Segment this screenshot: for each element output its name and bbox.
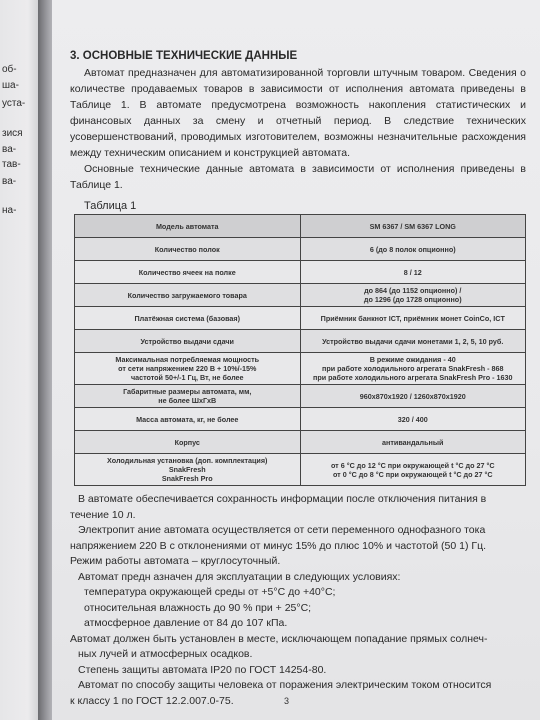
prev-page-fragment: тав- bbox=[2, 159, 21, 170]
spec-table-row bbox=[75, 330, 526, 353]
spec-value-cell: антивандальный bbox=[300, 431, 526, 454]
spec-table-row bbox=[75, 238, 526, 261]
table-caption: Таблица 1 bbox=[84, 200, 137, 212]
spec-table-row bbox=[75, 215, 526, 238]
spec-table-row bbox=[75, 284, 526, 307]
spec-value-cell: Приёмник банкнот ICT, приёмник монет CoinCo, ICT bbox=[300, 307, 526, 330]
spec-param-cell: Количество загружаемого товара bbox=[75, 284, 301, 307]
body-text-line: напряжением 220 В с отклонениями от минус 15% до плюс 10% и частотой (50 1) Гц. bbox=[70, 539, 487, 552]
spec-param-cell: Корпус bbox=[75, 431, 301, 454]
spec-table-row bbox=[75, 408, 526, 431]
spec-value-cell: 6 (до 8 полок опционно) bbox=[300, 238, 526, 261]
spec-param-cell: Количество ячеек на полке bbox=[75, 261, 301, 284]
spec-param-cell: Платёжная система (базовая) bbox=[75, 307, 301, 330]
body-text-line: относительная влажность до 90 % при + 25°С; bbox=[84, 601, 312, 614]
prev-page-fragment: на- bbox=[2, 205, 17, 216]
prev-page-fragment: ва- bbox=[2, 176, 17, 187]
spec-value-cell: SM 6367 / SM 6367 LONG bbox=[300, 215, 526, 238]
spec-value-cell: В режиме ожидания - 40 при работе холодильного агрегата SnakFresh - 868 при работе холодильного агрегата SnakFresh Pro - 1630 bbox=[300, 353, 526, 385]
spec-value-cell: 960х870х1920 / 1260х870х1920 bbox=[300, 385, 526, 408]
body-text-line: к классу 1 по ГОСТ 12.2.007.0-75. bbox=[70, 694, 234, 707]
spec-param-cell: Количество полок bbox=[75, 238, 301, 261]
spec-value-cell: 8 / 12 bbox=[300, 261, 526, 284]
page-content bbox=[70, 50, 526, 709]
body-text-line: температура окружающей среды от +5°С до +40°С; bbox=[84, 586, 336, 598]
spec-table-row bbox=[75, 261, 526, 284]
body-text-line: В автомате обеспечивается сохранность информации после отключения питания в течение 10 л. bbox=[70, 493, 487, 521]
body-text-line: Автомат по способу защиты человека от поражения электрическим током относится bbox=[78, 679, 492, 691]
spec-table-row bbox=[75, 385, 526, 408]
page-number: 3 bbox=[284, 696, 290, 706]
spec-table-row bbox=[75, 307, 526, 330]
body-text-line: атмосферное давление от 84 до 107 кПа. bbox=[84, 617, 288, 629]
prev-page-fragment: ва- bbox=[2, 144, 17, 155]
body-text-line: Режим работы автомата – круглосуточный. bbox=[70, 555, 281, 567]
spec-param-cell: Масса автомата, кг, не более bbox=[75, 408, 301, 431]
body-text-line: Электропит ание автомата осуществляется от сети переменного однофазного тока bbox=[78, 524, 486, 536]
body-text-line: ных лучей и атмосферных осадков. bbox=[78, 648, 253, 660]
spec-param-cell: Устройство выдачи сдачи bbox=[75, 330, 301, 353]
spec-value-cell: до 864 (до 1152 опционно) / до 1296 (до 1728 опционно) bbox=[300, 284, 526, 307]
body-text-line: Автомат предн азначен для эксплуатации в следующих условиях: bbox=[78, 570, 401, 583]
prev-page-fragment: зися bbox=[2, 128, 23, 139]
spec-param-cell: Максимальная потребляемая мощность от сети напряжением 220 В + 10%/-15% частотой 50+/-1 Гц, Вт, не более bbox=[75, 353, 301, 385]
spec-param-cell: Модель автомата bbox=[75, 215, 301, 238]
section-title: 3. ОСНОВНЫЕ ТЕХНИЧЕСКИЕ ДАННЫЕ bbox=[70, 50, 298, 62]
conditions-text bbox=[70, 492, 526, 709]
prev-page-fragment: об- bbox=[2, 64, 17, 75]
previous-page bbox=[0, 0, 40, 720]
spec-table bbox=[74, 214, 526, 486]
spec-value-cell: от 6 °С до 12 °С при окружающей t °С до 27 °С от 0 °С до 8 °С при окружающей t °С до 27 °С bbox=[300, 454, 526, 486]
document-page bbox=[52, 0, 540, 720]
body-text-line: Степень защиты автомата IP20 по ГОСТ 14254-80. bbox=[78, 663, 327, 676]
spec-value-cell: Устройство выдачи сдачи монетами 1, 2, 5, 10 руб. bbox=[300, 330, 526, 353]
spec-table-row bbox=[75, 454, 526, 486]
spec-value-cell: 320 / 400 bbox=[300, 408, 526, 431]
spec-param-cell: Холодильная установка (доп. комплектация) SnakFresh SnakFresh Pro bbox=[75, 454, 301, 486]
spec-param-cell: Габаритные размеры автомата, мм, не более ШхГхВ bbox=[75, 385, 301, 408]
spec-table-row bbox=[75, 431, 526, 454]
intro-paragraph: Автомат предназначен для автоматизированной торговли штучным товаром. Сведения о количестве продаваемых товаров в зависимости от исполнения автомата приведены в Таблице 1. В автомате предусмотрена возможность накопления статистических и финансовых данных за смену и отчетный период. В следствие технических усовершенствований, проводимых изготовителем, возможны незначительные расхождения между техническим описанием и конструкцией автомата. bbox=[70, 67, 526, 159]
intro-paragraph: Основные технические данные автомата в зависимости от исполнения приведены в Таблице 1. bbox=[70, 163, 526, 191]
body-text-line: Автомат должен быть установлен в месте, исключающем попадание прямых солнеч- bbox=[70, 632, 488, 645]
spec-table-row bbox=[75, 353, 526, 385]
prev-page-fragment: ша- bbox=[2, 80, 19, 91]
prev-page-fragment: уста- bbox=[2, 98, 26, 109]
